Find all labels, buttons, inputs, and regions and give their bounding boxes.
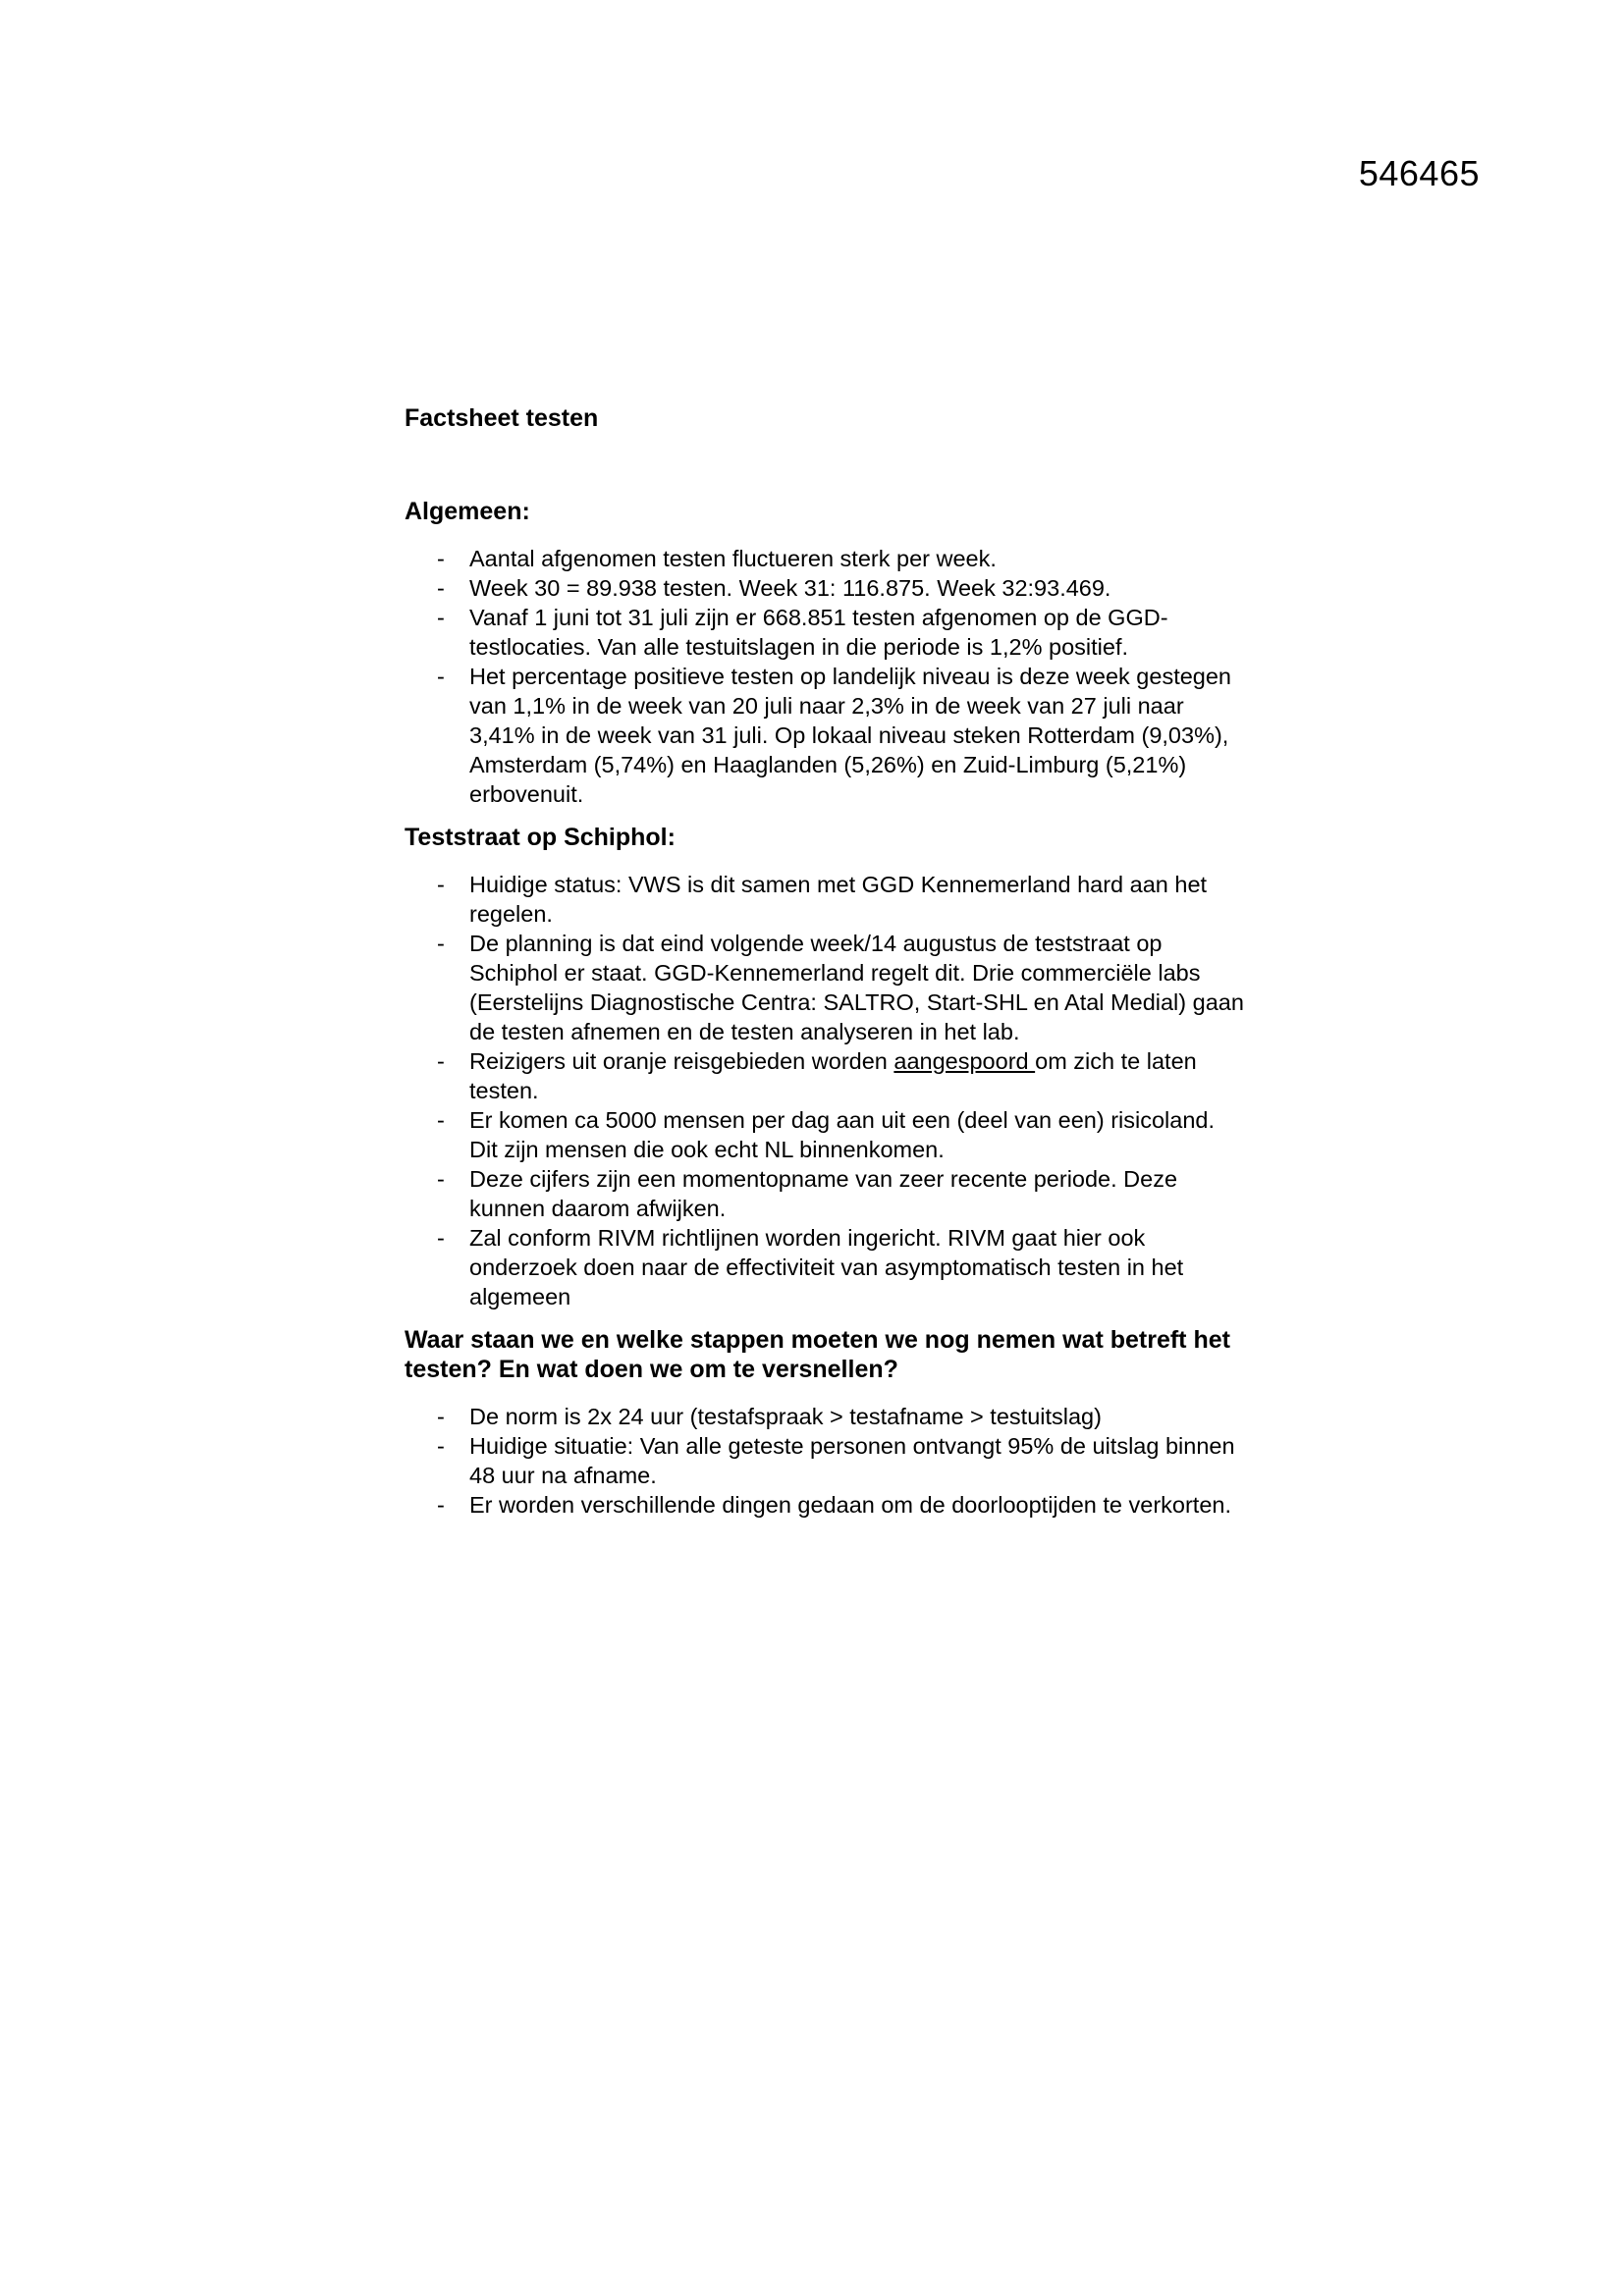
list-item-text: Deze cijfers zijn een momentopname van zeer recente periode. Deze kunnen daarom afwijken. (469, 1166, 1178, 1221)
list-item-text: Huidige status: VWS is dit samen met GGD Kennemerland hard aan het regelen. (469, 872, 1208, 927)
section-heading: Teststraat op Schiphol: (405, 824, 676, 851)
list-item (405, 1164, 1249, 1223)
section-stappen-testen (405, 1325, 1249, 1520)
list-item-text: De planning is dat eind volgende week/14 augustus de teststraat op Schiphol er staat. GGD-Kennemerland regelt dit. Drie commerciële labs (Eerstelijns Diagnostische Centra: SALTRO, Start-SHL en Atal Medial) gaan de testen afnemen en de testen analyseren in het lab. (469, 931, 1244, 1044)
dash-bullet: - (437, 546, 445, 571)
dash-bullet: - (437, 1404, 445, 1429)
list-item-text: Vanaf 1 juni tot 31 juli zijn er 668.851 testen afgenomen op de GGD-testlocaties. Van alle testuitslagen in die periode is 1,2% positief. (469, 605, 1168, 660)
list-item-text: Er worden verschillende dingen gedaan om de doorlooptijden te verkorten. (469, 1492, 1231, 1518)
list-item-text: De norm is 2x 24 uur (testafspraak > testafname > testuitslag) (469, 1404, 1102, 1429)
list-item-text: Er komen ca 5000 mensen per dag aan uit een (deel van een) risicoland. Dit zijn mensen die ook echt NL binnenkomen. (469, 1107, 1215, 1162)
document-number: 546465 (1358, 153, 1480, 193)
dash-bullet: - (437, 931, 445, 956)
list-item (405, 929, 1249, 1046)
list-item (405, 1490, 1249, 1520)
dash-bullet: - (437, 575, 445, 601)
list-item-text-before: Reizigers uit oranje reisgebieden worden (469, 1048, 894, 1074)
list-item (405, 870, 1249, 929)
section-heading: Algemeen: (405, 498, 530, 525)
underlined-word: aangespoord (893, 1048, 1036, 1074)
list-item (405, 662, 1249, 809)
dash-bullet: - (437, 1166, 445, 1192)
list-item (405, 1223, 1249, 1311)
dash-bullet: - (437, 605, 445, 630)
list-item (405, 573, 1249, 603)
dash-bullet: - (437, 664, 445, 689)
section-heading: Waar staan we en welke stappen moeten we nog nemen wat betreft het testen? En wat doen we om te versnellen? (405, 1326, 1230, 1383)
list-item-text: Week 30 = 89.938 testen. Week 31: 116.875. Week 32:93.469. (469, 575, 1111, 601)
bullet-list (405, 870, 1249, 1311)
list-item-text: Huidige situatie: Van alle geteste personen ontvangt 95% de uitslag binnen 48 uur na afname. (469, 1433, 1235, 1488)
section-teststraat-schiphol (405, 823, 1249, 1311)
document-body (405, 402, 1249, 1533)
list-item (405, 1402, 1249, 1431)
dash-bullet: - (437, 1433, 445, 1459)
document-title: Factsheet testen (405, 404, 599, 432)
list-item-text-after: om zich te laten testen. (469, 1048, 1197, 1103)
list-item (405, 1105, 1249, 1164)
bullet-list (405, 1402, 1249, 1520)
list-item-text: Het percentage positieve testen op landelijk niveau is deze week gestegen van 1,1% in de week van 20 juli naar 2,3% in de week van 27 juli naar 3,41% in de week van 31 juli. Op lokaal niveau steken Rotterdam (9,03%), Amsterdam (5,74%) en Haaglanden (5,26%) en Zuid-Limburg (5,21%) erbovenuit. (469, 664, 1232, 807)
list-item (405, 603, 1249, 662)
dash-bullet: - (437, 1107, 445, 1133)
section-algemeen (405, 497, 1249, 809)
bullet-list (405, 544, 1249, 809)
dash-bullet: - (437, 872, 445, 897)
dash-bullet: - (437, 1225, 445, 1251)
dash-bullet: - (437, 1492, 445, 1518)
dash-bullet: - (437, 1048, 445, 1074)
list-item (405, 1431, 1249, 1490)
list-item-text: Aantal afgenomen testen fluctueren sterk per week. (469, 546, 997, 571)
list-item (405, 1046, 1249, 1105)
list-item-text: Zal conform RIVM richtlijnen worden ingericht. RIVM gaat hier ook onderzoek doen naar de effectiviteit van asymptomatisch testen in het algemeen (469, 1225, 1184, 1309)
list-item (405, 544, 1249, 573)
